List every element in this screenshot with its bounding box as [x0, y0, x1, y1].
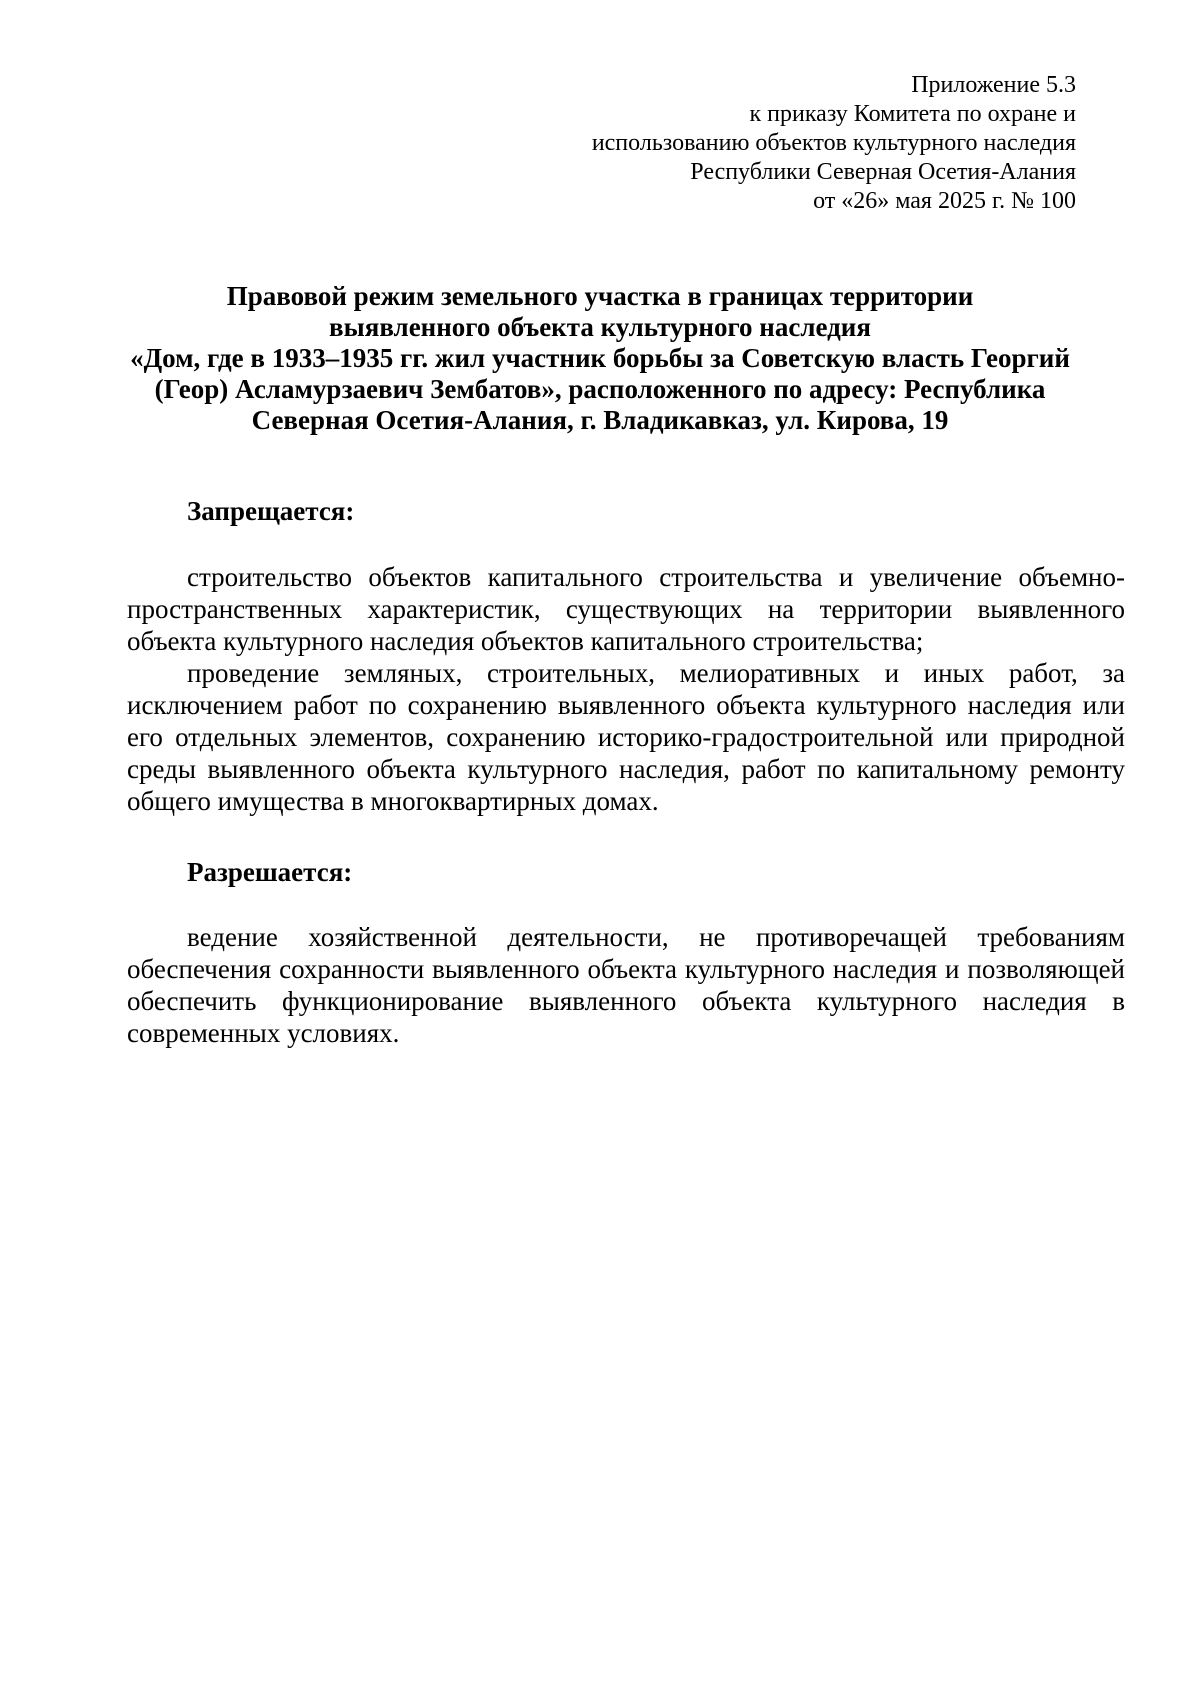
order-reference-line: к приказу Комитета по охране и: [749, 101, 1076, 127]
appendix-header: [376, 71, 1076, 216]
title-line-3: «Дом, где в 1933–1935 гг. жил участник борьбы за Советскую власть Георгий: [130, 343, 1070, 373]
allowed-heading: Разрешается:: [187, 857, 353, 887]
prohibited-section: [127, 561, 1125, 817]
prohibited-paragraph-1: строительство объектов капитального строительства и увеличение объемно-пространственных характеристик, существующих на территории выявленного объекта культурного наследия объектов капитального строительства;: [127, 562, 1125, 656]
committee-name-line: использованию объектов культурного наследия: [591, 130, 1076, 156]
title-line-4: (Геор) Асламурзаевич Зембатов», расположенного по адресу: Республика: [154, 374, 1046, 404]
republic-name-line: Республики Северная Осетия-Алания: [690, 159, 1076, 185]
order-date-number: от «26» мая 2025 г. № 100: [813, 188, 1076, 214]
document-title: [110, 281, 1090, 436]
prohibited-heading: Запрещается:: [187, 496, 355, 526]
allowed-paragraph-1: ведение хозяйственной деятельности, не противоречащей требованиям обеспечения сохранности выявленного объекта культурного наследия и позволяющей обеспечить функционирование выявленного объекта культурного наследия в современных условиях.: [127, 922, 1125, 1048]
appendix-number: Приложение 5.3: [911, 72, 1076, 98]
prohibited-paragraph-2: проведение земляных, строительных, мелиоративных и иных работ, за исключением работ по сохранению выявленного объекта культурного наследия или его отдельных элементов, сохранению историко-градостроительной или природной среды выявленного объекта культурного наследия, работ по капитальному ремонту общего имущества в многоквартирных домах.: [127, 658, 1125, 816]
title-line-2: выявленного объекта культурного наследия: [329, 312, 871, 342]
title-line-5: Северная Осетия-Алания, г. Владикавказ, ул. Кирова, 19: [251, 405, 949, 435]
title-line-1: Правовой режим земельного участка в границах территории: [226, 281, 974, 311]
allowed-section: [127, 921, 1125, 1049]
